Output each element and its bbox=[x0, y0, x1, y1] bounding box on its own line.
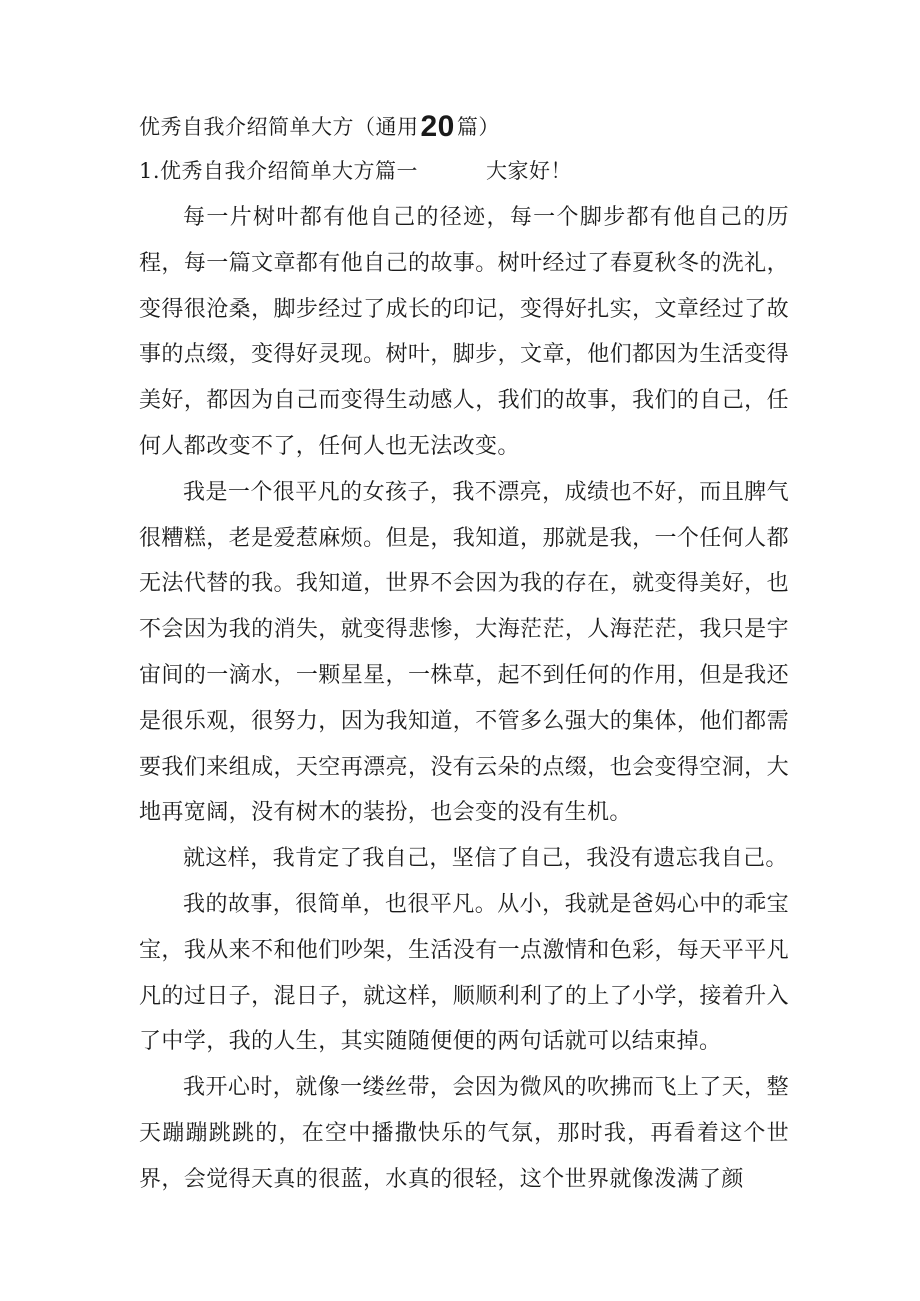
body-text bbox=[139, 195, 789, 1203]
paragraph: 就这样，我肯定了我自己，坚信了自己，我没有遗忘我自己。 bbox=[183, 846, 788, 872]
greeting: 大家好！ bbox=[486, 159, 573, 183]
paragraph: 我的故事，很简单，也很平凡。从小，我就是爸妈心中的乖宝宝，我从来不和他们吵架，生活没有一点激情和色彩，每天平平凡凡的过日子，混日子，就这样，顺顺利利了的上了小学，接着升入了中学，我的人生，其实随随便便的两句话就可以结束掉。 bbox=[139, 891, 789, 1055]
title-suffix: 篇） bbox=[456, 115, 500, 139]
paragraph: 每一片树叶都有他自己的径迹，每一个脚步都有他自己的历程，每一篇文章都有他自己的故事。树叶经过了春夏秋冬的洗礼，变得很沧桑，脚步经过了成长的印记，变得好扎实，文章经过了故事的点缀，变得好灵现。树叶，脚步，文章，他们都因为生活变得美好，都因为自己而变得生动感人，我们的故事，我们的自己，任何人都改变不了，任何人也无法改变。 bbox=[139, 205, 789, 459]
paragraph: 我开心时，就像一缕丝带，会因为微风的吹拂而飞上了天，整天蹦蹦跳跳的，在空中播撒快乐的气氛，那时我，再看着这个世界，会觉得天真的很蓝，水真的很轻，这个世界就像泼满了颜 bbox=[139, 1075, 789, 1192]
document-title bbox=[139, 112, 500, 142]
title-prefix: 优秀自我介绍简单大方（通用 bbox=[139, 115, 419, 139]
paragraph: 我是一个很平凡的女孩子，我不漂亮，成绩也不好，而且脾气很糟糕，老是爱惹麻烦。但是，我知道，那就是我，一个任何人都无法代替的我。我知道，世界不会因为我的存在，就变得美好，也不会因为我的消失，就变得悲惨，大海茫茫，人海茫茫，我只是宇宙间的一滴水，一颗星星，一株草，起不到任何的作用，但是我还是很乐观，很努力，因为我知道，不管多么强大的集体，他们都需要我们来组成，天空再漂亮，没有云朵的点缀，也会变得空洞，大地再宽阔，没有树木的装扮，也会变的没有生机。 bbox=[139, 479, 789, 826]
section-heading-line bbox=[139, 156, 572, 186]
section-heading: 1.优秀自我介绍简单大方篇一 bbox=[139, 159, 419, 183]
title-number: 20 bbox=[420, 110, 455, 143]
